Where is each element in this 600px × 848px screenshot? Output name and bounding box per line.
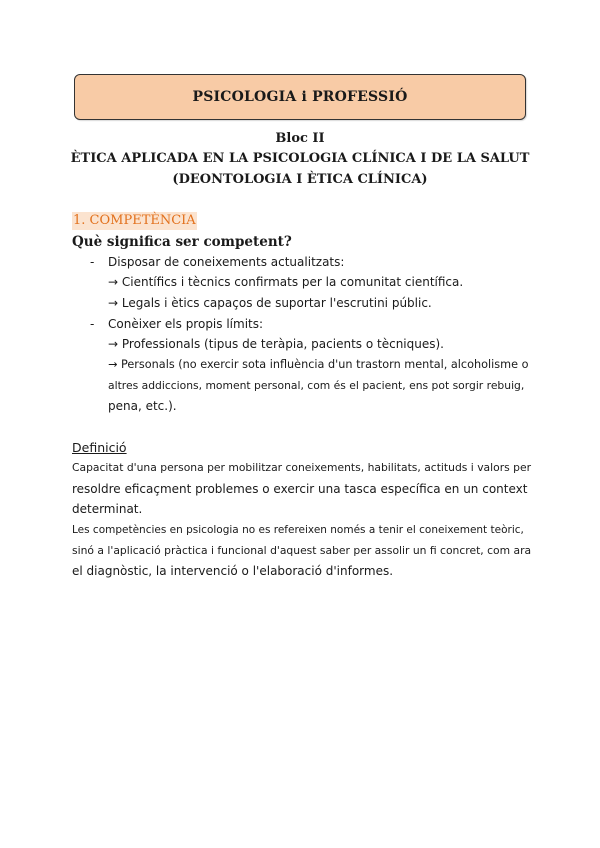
bullet-dash-1: - bbox=[90, 255, 95, 269]
subtitle-line-1: ÈTICA APLICADA EN LA PSICOLOGIA CLÍNICA I DE LA SALUT bbox=[70, 151, 530, 166]
bullet-1-subitem-2: → Legals i ètics capaços de suportar l'escrutini públic. bbox=[108, 296, 432, 310]
bullet-2-subitem-2: → Personals (no exercir sota influència d'un trastorn mental, alcoholisme o bbox=[108, 358, 529, 371]
subtitle-line-2: (DEONTOLOGIA I ÈTICA CLÍNICA) bbox=[172, 172, 428, 187]
bullet-dash-2: - bbox=[90, 317, 95, 331]
bullet-1-subitem-1: → Científics i tècnics confirmats per la comunitat científica. bbox=[108, 275, 464, 289]
definition-line-5: sinó a l'aplicació pràctica i funcional d'aquest saber per assolir un fi concret, com ara bbox=[72, 544, 532, 557]
document-title: PSICOLOGIA i PROFESSIÓ bbox=[192, 89, 408, 105]
bullet-2-subitem-4: pena, etc.). bbox=[108, 399, 177, 413]
definition-line-6: el diagnòstic, la intervenció o l'elaboració d'informes. bbox=[72, 564, 394, 578]
section-heading-competencia: 1. COMPETÈNCIA bbox=[73, 213, 196, 228]
definition-line-4: Les competències en psicologia no es refereixen només a tenir el coneixement teòric, bbox=[72, 524, 524, 536]
section-question: Què significa ser competent? bbox=[72, 234, 292, 250]
definition-line-2: resoldre eficaçment problemes o exercir una tasca específica en un context bbox=[72, 482, 528, 496]
bloc-label: Bloc II bbox=[275, 131, 325, 146]
title-box bbox=[74, 74, 526, 120]
definition-line-3: determinat. bbox=[72, 502, 143, 516]
bullet-2-subitem-1: → Professionals (tipus de teràpia, pacients o tècniques). bbox=[108, 337, 444, 351]
bullet-text-1: Disposar de coneixements actualitzats: bbox=[108, 255, 345, 269]
bullet-2-subitem-3: altres addiccions, moment personal, com és el pacient, ens pot sorgir rebuig, bbox=[108, 379, 525, 392]
definition-heading: Definició bbox=[72, 440, 127, 455]
definition-line-1: Capacitat d'una persona per mobilitzar coneixements, habilitats, actituds i valors per bbox=[72, 461, 532, 474]
bullet-text-2: Conèixer els propis límits: bbox=[108, 317, 264, 331]
